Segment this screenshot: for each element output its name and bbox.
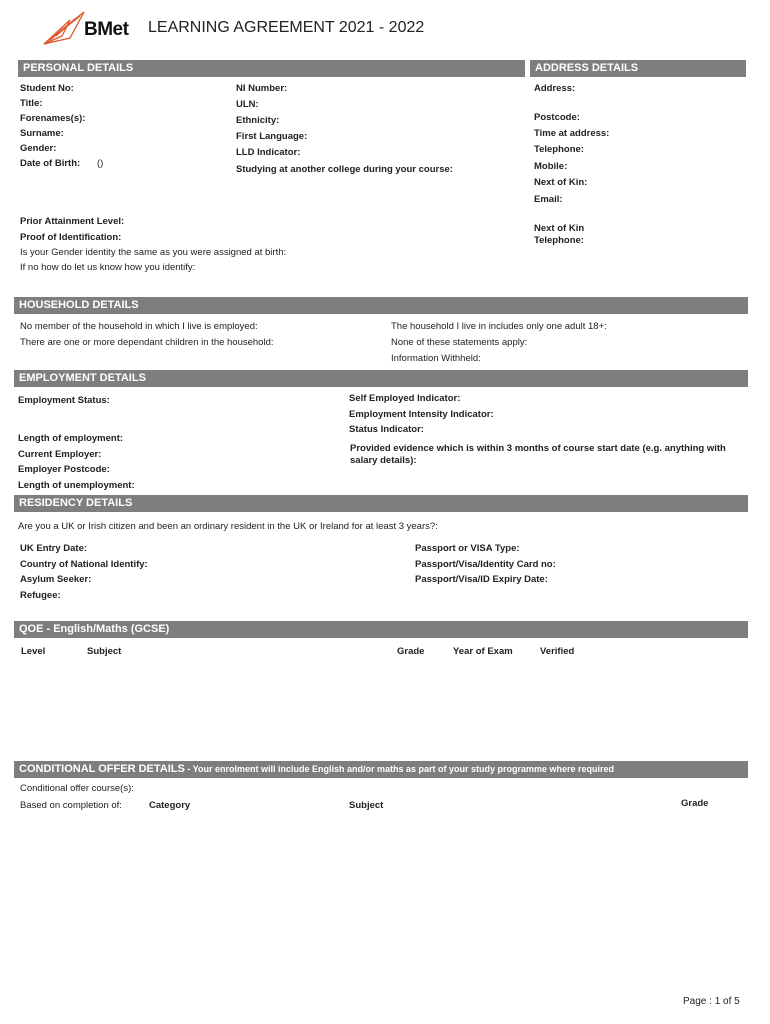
household-right-1: The household I live in includes only one adult 18+: <box>391 321 607 332</box>
identify-how-label: If no how do let us know how you identify: <box>20 262 196 273</box>
logo <box>40 8 150 48</box>
proof-id-label: Proof of Identification: <box>20 232 122 243</box>
address-label: Address: <box>534 83 576 94</box>
passport-type-label: Passport or VISA Type: <box>415 543 520 554</box>
qoe-col-grade: Grade <box>397 646 425 657</box>
first-language-label: First Language: <box>236 131 308 142</box>
ni-number-label: NI Number: <box>236 83 288 94</box>
refugee-label: Refugee: <box>20 590 61 601</box>
evidence-label-1: Provided evidence which is within 3 months of course start date (e.g. anything with <box>350 443 726 454</box>
uk-entry-label: UK Entry Date: <box>20 543 88 554</box>
based-on-label: Based on completion of: <box>20 800 122 811</box>
country-identify-label: Country of National Identify: <box>20 559 148 570</box>
residency-question: Are you a UK or Irish citizen and been an ordinary resident in the UK or Ireland for at least 3 years?: <box>18 521 438 532</box>
prior-attainment-label: Prior Attainment Level: <box>20 216 125 227</box>
title-label: Title: <box>20 98 43 109</box>
page-number: Page : 1 of 5 <box>683 996 740 1007</box>
conditional-offer-heading <box>14 761 748 778</box>
conditional-col-subject: Subject <box>349 800 384 811</box>
evidence-label-2: salary details): <box>350 455 417 466</box>
email-label: Email: <box>534 194 563 205</box>
lld-indicator-label: LLD Indicator: <box>236 147 301 158</box>
current-employer-label: Current Employer: <box>18 449 102 460</box>
telephone-label: Telephone: <box>534 144 584 155</box>
qoe-col-verified: Verified <box>540 646 575 657</box>
dob-value: () <box>97 158 104 169</box>
employer-postcode-label: Employer Postcode: <box>18 464 110 475</box>
ethnicity-label: Ethnicity: <box>236 115 280 126</box>
gender-identity-label: Is your Gender identity the same as you were assigned at birth: <box>20 247 287 258</box>
household-right-3: Information Withheld: <box>391 353 481 364</box>
employment-status-label: Employment Status: <box>18 395 110 406</box>
uln-label: ULN: <box>236 99 259 110</box>
qoe-col-year: Year of Exam <box>453 646 513 657</box>
address-details-heading: ADDRESS DETAILS <box>530 60 746 77</box>
intensity-label: Employment Intensity Indicator: <box>349 409 494 420</box>
passport-no-label: Passport/Visa/Identity Card no: <box>415 559 556 570</box>
residency-details-heading: RESIDENCY DETAILS <box>14 495 748 512</box>
nok-telephone-label-1: Next of Kin <box>534 223 585 234</box>
length-unemployment-label: Length of unemployment: <box>18 480 135 491</box>
page-title: LEARNING AGREEMENT 2021 - 2022 <box>148 19 425 36</box>
qoe-col-level: Level <box>21 646 46 657</box>
household-left-1: No member of the household in which I live is employed: <box>20 321 258 332</box>
passport-expiry-label: Passport/Visa/ID Expiry Date: <box>415 574 548 585</box>
conditional-offer-subtitle: - Your enrolment will include English and/or maths as part of your study programme where required <box>184 764 615 774</box>
other-college-label: Studying at another college during your course: <box>236 164 453 175</box>
length-employment-label: Length of employment: <box>18 433 124 444</box>
qoe-heading: QOE - English/Maths (GCSE) <box>14 621 748 638</box>
qoe-col-subject: Subject <box>87 646 122 657</box>
logo-text: BMet <box>84 19 129 40</box>
conditional-col-grade: Grade <box>681 798 709 809</box>
household-details-heading: HOUSEHOLD DETAILS <box>14 297 748 314</box>
self-employed-label: Self Employed Indicator: <box>349 393 461 404</box>
conditional-col-category: Category <box>149 800 191 811</box>
gender-label: Gender: <box>20 143 57 154</box>
surname-label: Surname: <box>20 128 64 139</box>
nok-telephone-label-2: Telephone: <box>534 235 584 246</box>
household-right-2: None of these statements apply: <box>391 337 528 348</box>
logo-mark-icon <box>40 8 88 48</box>
forenames-label: Forenames(s): <box>20 113 86 124</box>
postcode-label: Postcode: <box>534 112 580 123</box>
student-no-label: Student No: <box>20 83 74 94</box>
status-indicator-label: Status Indicator: <box>349 424 424 435</box>
household-left-2: There are one or more dependant children in the household: <box>20 337 274 348</box>
conditional-courses-label: Conditional offer course(s): <box>20 783 134 794</box>
next-of-kin-label: Next of Kin: <box>534 177 588 188</box>
employment-details-heading: EMPLOYMENT DETAILS <box>14 370 748 387</box>
personal-details-heading: PERSONAL DETAILS <box>18 60 525 77</box>
dob-label: Date of Birth: <box>20 158 81 169</box>
asylum-seeker-label: Asylum Seeker: <box>20 574 92 585</box>
conditional-offer-title: CONDITIONAL OFFER DETAILS <box>19 763 185 775</box>
time-at-address-label: Time at address: <box>534 128 610 139</box>
mobile-label: Mobile: <box>534 161 568 172</box>
